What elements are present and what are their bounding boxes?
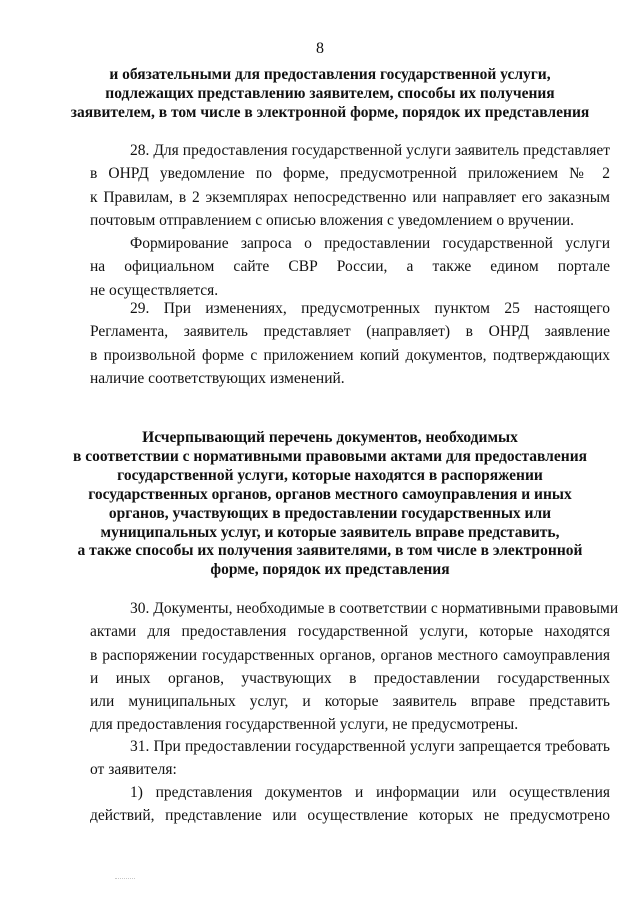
heading-line: государственных органов, органов местного самоуправления и иных	[88, 485, 572, 503]
heading-line: муниципальных услуг, и которые заявитель вправе представить,	[100, 523, 560, 541]
paragraph-line: 31. При предоставлении государственной услуги запрещается требовать	[130, 738, 610, 755]
heading-line: государственной услуги, которые находятся в распоряжении	[117, 466, 543, 484]
paragraph-line: в распоряжении государственных органов, органов местного самоуправления	[90, 646, 610, 664]
paragraph-line: 30. Документы, необходимые в соответствии с нормативными правовыми	[130, 600, 619, 617]
section-heading-top	[60, 65, 600, 122]
paragraph-line: на официальном сайте СВР России, а также едином портале	[90, 258, 610, 276]
heading-line: форме, порядок их представления	[210, 561, 450, 579]
heading-line: подлежащих представлению заявителем, способы их получения	[105, 85, 555, 102]
paragraph-line: или муниципальных услуг, и которые заявитель вправе представить	[90, 693, 610, 711]
paragraph-28-portal	[90, 232, 610, 302]
paragraph-line: наличие соответствующих изменений.	[90, 369, 345, 387]
paragraph-line: и иных органов, участвующих в предоставлении государственных	[90, 669, 610, 687]
paragraph-line: действий, представление или осуществление которых не предусмотрено	[90, 807, 610, 825]
scan-artifact	[115, 878, 135, 881]
page-number: 8	[316, 40, 324, 57]
paragraph-line: в ОНРД уведомление по форме, предусмотренной приложением № 2	[90, 165, 610, 183]
paragraph-line: в произвольной форме с приложением копий документов, подтверждающих	[90, 346, 610, 364]
heading-line: и обязательными для предоставления государственной услуги,	[109, 66, 551, 83]
paragraph-line: к Правилам, в 2 экземплярах непосредственно или направляет его заказным	[90, 188, 610, 206]
paragraph-31-item-1	[90, 781, 610, 828]
paragraph-line: 28. Для предоставления государственной услуги заявитель представляет	[130, 142, 610, 159]
paragraph-line: актами для предоставления государственной услуги, которые находятся	[90, 623, 610, 641]
paragraph-line: Регламента, заявитель представляет (направляет) в ОНРД заявление	[90, 323, 610, 341]
heading-line: а также способы их получения заявителями, в том числе в электронной	[77, 542, 583, 560]
paragraph-30	[90, 597, 619, 737]
paragraph-line: почтовым отправлением с описью вложения с уведомлением о вручении.	[90, 211, 574, 229]
heading-line: в соответствии с нормативными правовыми актами для предоставления	[72, 447, 588, 465]
paragraph-line: не осуществляется.	[90, 281, 219, 299]
paragraph-line: 1) представления документов и информации или осуществления	[130, 784, 610, 801]
paragraph-31	[90, 735, 610, 782]
paragraph-line: для предоставления государственной услуги, не предусмотрены.	[90, 716, 519, 734]
heading-line: Исчерпывающий перечень документов, необходимых	[142, 429, 518, 446]
paragraph-line: от заявителя:	[90, 761, 177, 779]
section-heading-documents	[60, 429, 600, 580]
paragraph-28	[90, 139, 610, 232]
paragraph-29	[90, 297, 610, 390]
paragraph-line: Формирование запроса о предоставлении государственной услуги	[130, 235, 610, 252]
heading-line: органов, участвующих в предоставлении государственных или	[108, 504, 552, 522]
paragraph-line: 29. При изменениях, предусмотренных пунктом 25 настоящего	[130, 300, 610, 317]
heading-line: заявителем, в том числе в электронной форме, порядок их представления	[70, 104, 590, 121]
